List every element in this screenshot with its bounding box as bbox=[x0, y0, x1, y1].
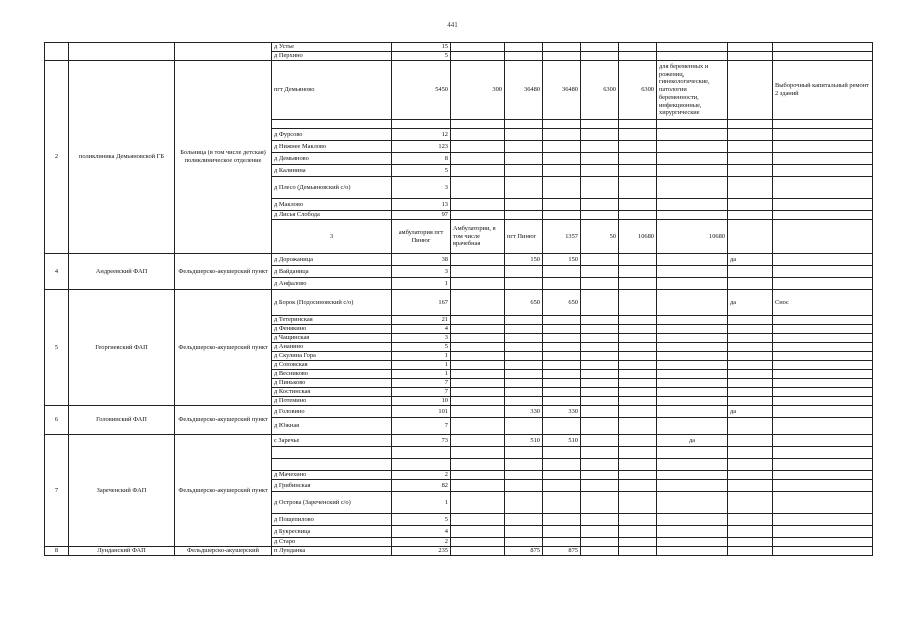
value-cell: 650 bbox=[505, 290, 543, 316]
settlement-cell: д Пощепилово bbox=[272, 514, 392, 526]
settlement-cell: д Маклово bbox=[272, 199, 392, 211]
value-cell: 330 bbox=[505, 406, 543, 418]
page-number: 441 bbox=[447, 21, 458, 29]
population-cell: 4 bbox=[392, 526, 451, 538]
population-cell: 21 bbox=[392, 316, 451, 325]
settlement-cell: д Соповская bbox=[272, 361, 392, 370]
facility-type: Фельдшерско-акушерский пункт bbox=[175, 254, 272, 290]
settlement-cell: д Дорожаница bbox=[272, 254, 392, 266]
settlement-cell: д Устье bbox=[272, 43, 392, 52]
value-cell: 875 bbox=[505, 547, 543, 556]
value-cell: 6300 bbox=[581, 61, 619, 120]
settlement-cell: д Нижнее Маклово bbox=[272, 141, 392, 153]
facility-name: амбулатория пгт Пинюг bbox=[392, 220, 451, 254]
settlement-cell: д Головино bbox=[272, 406, 392, 418]
row-number: 5 bbox=[45, 290, 69, 406]
settlement-cell: д Весниково bbox=[272, 370, 392, 379]
population-cell: 5 bbox=[392, 343, 451, 352]
departments-note: для беременных и рожениц, гинекологические, патологии беременности, инфекционные, хирургические bbox=[657, 61, 728, 120]
flag-cell: да bbox=[728, 406, 773, 418]
settlement-cell: д Плесо (Демьяновский с/о) bbox=[272, 177, 392, 199]
population-cell: 101 bbox=[392, 406, 451, 418]
value-cell: 510 bbox=[543, 435, 581, 447]
population-cell: 38 bbox=[392, 254, 451, 266]
population-cell: 5 bbox=[392, 52, 451, 61]
table-row bbox=[45, 547, 873, 556]
population-cell: 167 bbox=[392, 290, 451, 316]
facility-name: Георгиевский ФАП bbox=[69, 290, 175, 406]
population-cell: 1 bbox=[392, 352, 451, 361]
facility-name: Головинский ФАП bbox=[69, 406, 175, 435]
row-number: 8 bbox=[45, 547, 69, 556]
row-number: 3 bbox=[272, 220, 392, 254]
flag-cell: да bbox=[728, 290, 773, 316]
value-cell: 6300 bbox=[619, 61, 657, 120]
value-cell: 50 bbox=[581, 220, 619, 254]
value-cell: 650 bbox=[543, 290, 581, 316]
table-row bbox=[45, 290, 873, 316]
settlement-cell: д Грибинская bbox=[272, 480, 392, 492]
population-cell: 4 bbox=[392, 325, 451, 334]
flag-cell: да bbox=[728, 254, 773, 266]
population-cell: 3 bbox=[392, 334, 451, 343]
population-cell: 1 bbox=[392, 370, 451, 379]
value-cell: 150 bbox=[543, 254, 581, 266]
settlement-cell: д Фурсово bbox=[272, 129, 392, 141]
table-row bbox=[45, 435, 873, 447]
population-cell: 5450 bbox=[392, 61, 451, 120]
value-cell: 10680 bbox=[619, 220, 657, 254]
population-cell: 7 bbox=[392, 388, 451, 397]
population-cell: 73 bbox=[392, 435, 451, 447]
settlement-cell: д Острова (Зареченский с/о) bbox=[272, 492, 392, 514]
settlement-cell: д Мачехино bbox=[272, 471, 392, 480]
population-cell: 1 bbox=[392, 361, 451, 370]
settlement-cell: д Скулина Гора bbox=[272, 352, 392, 361]
settlement-cell: п Лунданка bbox=[272, 547, 392, 556]
settlement-cell: д Вайданица bbox=[272, 266, 392, 278]
settlement-cell: д Чащинская bbox=[272, 334, 392, 343]
population-cell: 2 bbox=[392, 538, 451, 547]
population-cell: 2 bbox=[392, 471, 451, 480]
value-cell: 330 bbox=[543, 406, 581, 418]
value-cell: 36480 bbox=[543, 61, 581, 120]
facility-name: Зареченский ФАП bbox=[69, 435, 175, 547]
population-cell: 7 bbox=[392, 379, 451, 388]
value-cell: 150 bbox=[505, 254, 543, 266]
facility-type: Фельдшерско-акушерский bbox=[175, 547, 272, 556]
population-cell: 5 bbox=[392, 514, 451, 526]
facility-type: Фельдшерско-акушерский пункт bbox=[175, 290, 272, 406]
population-cell: 82 bbox=[392, 480, 451, 492]
flag-cell: да bbox=[657, 435, 728, 447]
value-cell: 36480 bbox=[505, 61, 543, 120]
population-cell: 3 bbox=[392, 266, 451, 278]
settlement-cell: д Потемино bbox=[272, 397, 392, 406]
settlement-cell: д Ананино bbox=[272, 343, 392, 352]
table-row bbox=[45, 61, 873, 120]
facility-type: Амбулатории, в том числе врачебная bbox=[451, 220, 505, 254]
population-cell: 13 bbox=[392, 199, 451, 211]
population-cell: 1357 bbox=[543, 220, 581, 254]
value-cell: 510 bbox=[505, 435, 543, 447]
population-cell: 235 bbox=[392, 547, 451, 556]
settlement-cell: д Тетеринская bbox=[272, 316, 392, 325]
table-row bbox=[45, 254, 873, 266]
settlement-cell: с Заречье bbox=[272, 435, 392, 447]
settlement-cell: д Букресвица bbox=[272, 526, 392, 538]
population-cell: 5 bbox=[392, 165, 451, 177]
settlement-cell: д Демьяново bbox=[272, 153, 392, 165]
settlement-cell: пгт Демьяново bbox=[272, 61, 392, 120]
facilities-table bbox=[44, 42, 873, 556]
settlement-cell: д Фенякино bbox=[272, 325, 392, 334]
facility-type: Фельдшерско-акушерский пункт bbox=[175, 435, 272, 547]
settlement-cell: д Старо bbox=[272, 538, 392, 547]
population-cell: 7 bbox=[392, 418, 451, 435]
population-cell: 8 bbox=[392, 153, 451, 165]
population-cell: 10 bbox=[392, 397, 451, 406]
settlement-cell: д Пиньково bbox=[272, 379, 392, 388]
settlement-cell: д Лисья Слобода bbox=[272, 211, 392, 220]
settlement-cell: д Костинская bbox=[272, 388, 392, 397]
table-row bbox=[45, 43, 873, 52]
repair-note: Снос bbox=[773, 290, 873, 316]
population-cell: 1 bbox=[392, 492, 451, 514]
facility-type: Больница (в том числе детская) поликлиническое отделение bbox=[175, 61, 272, 254]
settlement-cell: д Калинина bbox=[272, 165, 392, 177]
value-cell: 875 bbox=[543, 547, 581, 556]
row-number: 6 bbox=[45, 406, 69, 435]
population-cell: 97 bbox=[392, 211, 451, 220]
row-number: 7 bbox=[45, 435, 69, 547]
population-cell: 12 bbox=[392, 129, 451, 141]
settlement-cell: д Перхино bbox=[272, 52, 392, 61]
row-number: 2 bbox=[45, 61, 69, 254]
population-cell: 15 bbox=[392, 43, 451, 52]
facility-name: поликлиника Демьяновской ГБ bbox=[69, 61, 175, 254]
facility-name: Андреевский ФАП bbox=[69, 254, 175, 290]
facility-type: Фельдшерско-акушерский пункт bbox=[175, 406, 272, 435]
row-number: 4 bbox=[45, 254, 69, 290]
table-row bbox=[45, 406, 873, 418]
settlement-cell: пгт Пинюг bbox=[505, 220, 543, 254]
population-cell: 123 bbox=[392, 141, 451, 153]
settlement-cell: д Анфалово bbox=[272, 278, 392, 290]
population-cell: 3 bbox=[392, 177, 451, 199]
value-cell: 300 bbox=[451, 61, 505, 120]
settlement-cell: д Борок (Подосиновский с/о) bbox=[272, 290, 392, 316]
settlement-cell: д Южная bbox=[272, 418, 392, 435]
value-cell: 10680 bbox=[657, 220, 728, 254]
repair-note: Выборочный капитальный ремонт 2 зданий bbox=[773, 61, 873, 120]
population-cell: 1 bbox=[392, 278, 451, 290]
facility-name: Лунданский ФАП bbox=[69, 547, 175, 556]
